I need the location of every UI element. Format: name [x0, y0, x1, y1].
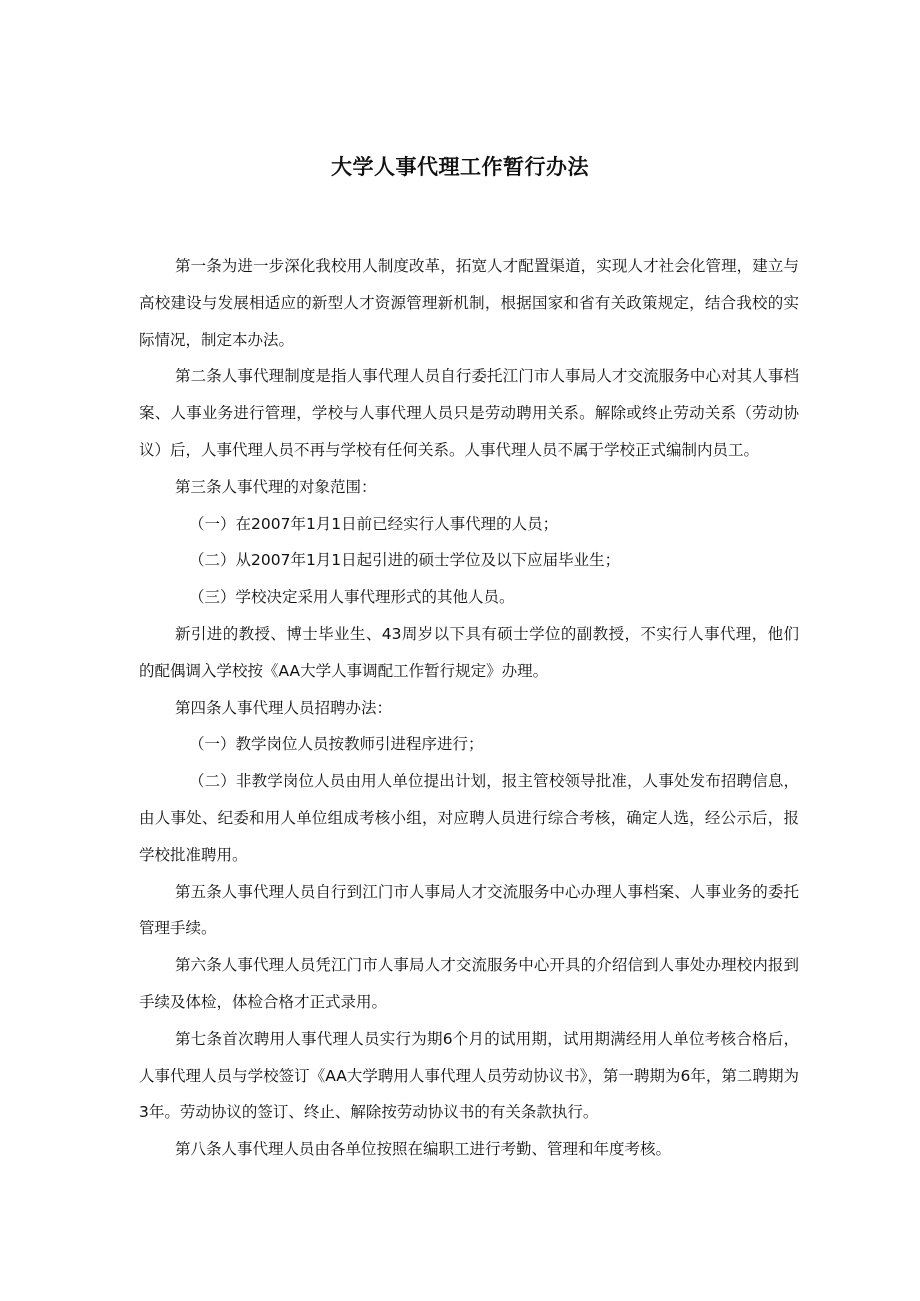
article-8-paragraph: 第八条人事代理人员由各单位按照在编职工进行考勤、管理和年度考核。: [175, 1140, 672, 1159]
article-2-paragraph: 第二条人事代理制度是指人事代理人员自行委托江门市人事局人才交流服务中心对其人事档案、人事业务进行管理，学校与人事代理人员只是劳动聘用关系。解除或终止劳动关系（劳动协议）后，人事代理人员不再与学校有任何关系。人事代理人员不属于学校正式编制内员工。: [139, 367, 799, 459]
article-4-item-2: （二）非教学岗位人员由用人单位提出计划，报主管校领导批准，人事处发布招聘信息，由人事处、纪委和用人单位组成考核小组，对应聘人员进行综合考核，确定人选，经公示后，报学校批准聘用。: [139, 772, 799, 864]
article-4-item-1: （一）教学岗位人员按教师引进程序进行；: [189, 735, 484, 754]
article-5-paragraph: 第五条人事代理人员自行到江门市人事局人才交流服务中心办理人事档案、人事业务的委托管理手续。: [139, 882, 799, 938]
article-1-paragraph: 第一条为进一步深化我校用人制度改革，拓宽人才配置渠道，实现人才社会化管理，建立与高校建设与发展相适应的新型人才资源管理新机制，根据国家和省有关政策规定，结合我校的实际情况，制定本办法。: [139, 257, 799, 349]
document-body: [139, 248, 799, 1168]
article-3-item-2: （二）从2007年1月1日起引进的硕士学位及以下应届毕业生；: [189, 551, 621, 570]
article-3-item-1: （一）在2007年1月1日前已经实行人事代理的人员；: [189, 514, 559, 533]
article-3-item-3: （三）学校决定采用人事代理形式的其他人员。: [189, 588, 515, 607]
article-4-paragraph: 第四条人事代理人员招聘办法：: [175, 698, 393, 717]
article-3-note-paragraph: 新引进的教授、博士毕业生、43周岁以下具有硕士学位的副教授，不实行人事代理，他们的配偶调入学校按《AA大学人事调配工作暂行规定》办理。: [139, 624, 799, 680]
article-3-paragraph: 第三条人事代理的对象范围：: [175, 477, 377, 496]
document-title: 大学人事代理工作暂行办法: [331, 155, 589, 179]
article-7-paragraph: 第七条首次聘用人事代理人员实行为期6个月的试用期，试用期满经用人单位考核合格后，人事代理人员与学校签订《AA大学聘用人事代理人员劳动协议书》，第一聘期为6年，第二聘期为3年。劳动协议的签订、终止、解除按劳动协议书的有关条款执行。: [139, 1029, 799, 1122]
article-6-paragraph: 第六条人事代理人员凭江门市人事局人才交流服务中心开具的介绍信到人事处办理校内报到手续及体检，体检合格才正式录用。: [139, 956, 799, 1011]
